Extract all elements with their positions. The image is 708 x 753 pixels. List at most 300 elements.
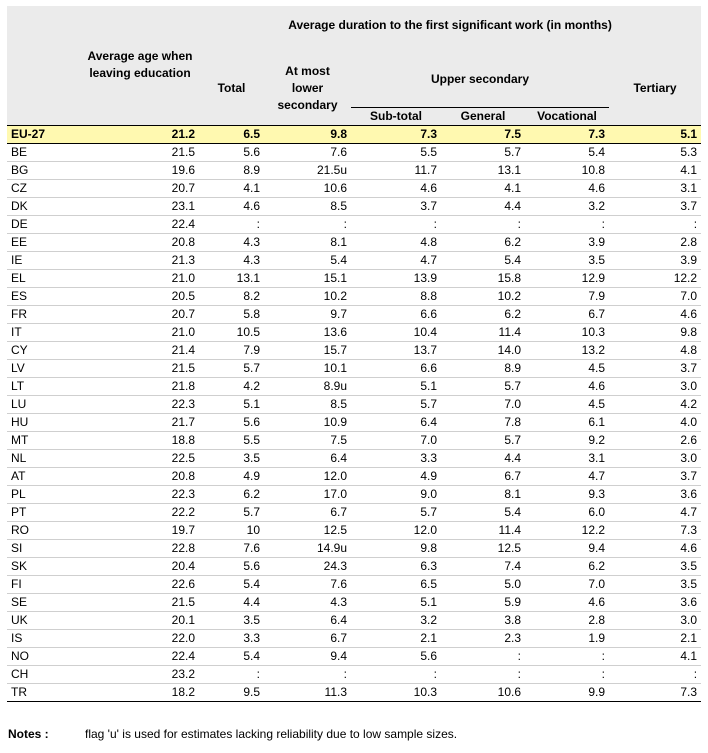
cell-country: BG [7, 161, 81, 179]
cell-upper-general: 3.8 [441, 611, 525, 629]
cell-lower-secondary: 6.7 [264, 503, 351, 521]
cell-country: DK [7, 197, 81, 215]
cell-average-age: 22.5 [81, 449, 199, 467]
cell-tertiary: 4.6 [609, 539, 701, 557]
cell-upper-subtotal: 4.6 [351, 179, 441, 197]
cell-total: 8.9 [199, 161, 264, 179]
cell-country: CH [7, 665, 81, 683]
cell-average-age: 22.2 [81, 503, 199, 521]
cell-lower-secondary: 21.5u [264, 161, 351, 179]
cell-average-age: 22.0 [81, 629, 199, 647]
cell-country: CZ [7, 179, 81, 197]
cell-upper-subtotal: 9.0 [351, 485, 441, 503]
table-row [7, 557, 701, 575]
cell-upper-vocational: 4.6 [525, 179, 609, 197]
cell-total: 4.6 [199, 197, 264, 215]
cell-lower-secondary: 8.9u [264, 377, 351, 395]
table-row [7, 575, 701, 593]
cell-average-age: 18.2 [81, 683, 199, 701]
table-row [7, 287, 701, 305]
cell-tertiary: 3.5 [609, 557, 701, 575]
cell-upper-vocational: 10.3 [525, 323, 609, 341]
cell-lower-secondary: 7.6 [264, 575, 351, 593]
cell-average-age: 21.2 [81, 125, 199, 143]
cell-upper-general: 5.4 [441, 503, 525, 521]
table-row [7, 629, 701, 647]
table-row [7, 611, 701, 629]
table-row [7, 269, 701, 287]
cell-upper-subtotal: 3.2 [351, 611, 441, 629]
cell-lower-secondary: 15.7 [264, 341, 351, 359]
cell-upper-general: 4.4 [441, 449, 525, 467]
cell-total: 4.1 [199, 179, 264, 197]
cell-total: 10.5 [199, 323, 264, 341]
cell-country: NL [7, 449, 81, 467]
cell-upper-vocational: 6.1 [525, 413, 609, 431]
cell-upper-subtotal: 10.4 [351, 323, 441, 341]
cell-average-age: 21.3 [81, 251, 199, 269]
cell-average-age: 22.4 [81, 215, 199, 233]
cell-total: 7.6 [199, 539, 264, 557]
cell-total: 4.9 [199, 467, 264, 485]
cell-upper-subtotal: 5.5 [351, 143, 441, 161]
cell-country: EL [7, 269, 81, 287]
cell-lower-secondary: 10.9 [264, 413, 351, 431]
notes [8, 727, 457, 741]
cell-country: RO [7, 521, 81, 539]
cell-lower-secondary: 13.6 [264, 323, 351, 341]
cell-upper-vocational: 6.7 [525, 305, 609, 323]
cell-country: TR [7, 683, 81, 701]
cell-lower-secondary: 6.4 [264, 449, 351, 467]
cell-upper-general: 7.5 [441, 125, 525, 143]
cell-average-age: 22.6 [81, 575, 199, 593]
cell-country: LT [7, 377, 81, 395]
cell-upper-subtotal: 7.0 [351, 431, 441, 449]
cell-tertiary: 2.6 [609, 431, 701, 449]
cell-tertiary: 3.6 [609, 485, 701, 503]
cell-total: 7.9 [199, 341, 264, 359]
cell-country: LU [7, 395, 81, 413]
cell-upper-general: 10.2 [441, 287, 525, 305]
cell-average-age: 21.4 [81, 341, 199, 359]
table-row [7, 647, 701, 665]
corner-header-cell [7, 6, 81, 125]
cell-upper-subtotal: 2.1 [351, 629, 441, 647]
cell-upper-vocational: 7.3 [525, 125, 609, 143]
table-row [7, 233, 701, 251]
cell-lower-secondary: : [264, 215, 351, 233]
cell-upper-vocational: 5.4 [525, 143, 609, 161]
cell-total: 5.4 [199, 647, 264, 665]
cell-upper-subtotal: 5.6 [351, 647, 441, 665]
cell-upper-general: : [441, 647, 525, 665]
cell-upper-vocational: 2.8 [525, 611, 609, 629]
cell-country: EE [7, 233, 81, 251]
cell-total: 5.6 [199, 143, 264, 161]
header-total: Total [217, 80, 246, 95]
cell-upper-general: 12.5 [441, 539, 525, 557]
cell-average-age: 19.6 [81, 161, 199, 179]
cell-tertiary: 3.5 [609, 575, 701, 593]
cell-upper-general: 7.0 [441, 395, 525, 413]
cell-upper-general: 5.7 [441, 377, 525, 395]
cell-upper-vocational: 3.1 [525, 449, 609, 467]
cell-country: SE [7, 593, 81, 611]
cell-average-age: 21.5 [81, 593, 199, 611]
cell-upper-vocational: 9.2 [525, 431, 609, 449]
notes-label: Notes : [8, 727, 49, 741]
cell-tertiary: 4.0 [609, 413, 701, 431]
cell-total: 5.6 [199, 413, 264, 431]
cell-tertiary: 3.7 [609, 359, 701, 377]
cell-upper-subtotal: 6.5 [351, 575, 441, 593]
cell-average-age: 22.4 [81, 647, 199, 665]
cell-upper-vocational: 10.8 [525, 161, 609, 179]
cell-upper-general: 6.2 [441, 233, 525, 251]
header-subtotal: Sub-total [370, 108, 422, 123]
cell-upper-general: 13.1 [441, 161, 525, 179]
cell-country: PT [7, 503, 81, 521]
cell-total: 8.2 [199, 287, 264, 305]
cell-lower-secondary: 4.3 [264, 593, 351, 611]
cell-upper-subtotal: 8.8 [351, 287, 441, 305]
cell-total: 3.5 [199, 611, 264, 629]
table-row [7, 449, 701, 467]
table-row [7, 251, 701, 269]
cell-upper-vocational: 4.7 [525, 467, 609, 485]
cell-country: SK [7, 557, 81, 575]
cell-country: HU [7, 413, 81, 431]
cell-average-age: 21.5 [81, 359, 199, 377]
cell-total: 10 [199, 521, 264, 539]
table-row [7, 683, 701, 701]
cell-upper-subtotal: 6.4 [351, 413, 441, 431]
table-row [7, 377, 701, 395]
cell-total: 4.2 [199, 377, 264, 395]
cell-country: NO [7, 647, 81, 665]
cell-lower-secondary: 11.3 [264, 683, 351, 701]
cell-tertiary: : [609, 215, 701, 233]
cell-total: 3.5 [199, 449, 264, 467]
cell-upper-vocational: : [525, 647, 609, 665]
cell-upper-subtotal: 5.1 [351, 593, 441, 611]
cell-total: : [199, 665, 264, 683]
cell-upper-general: 5.9 [441, 593, 525, 611]
cell-country: FI [7, 575, 81, 593]
cell-upper-general: 4.1 [441, 179, 525, 197]
table-row [7, 539, 701, 557]
cell-country: IS [7, 629, 81, 647]
cell-lower-secondary: 8.5 [264, 197, 351, 215]
cell-average-age: 19.7 [81, 521, 199, 539]
cell-total: 5.7 [199, 503, 264, 521]
cell-country: CY [7, 341, 81, 359]
cell-upper-vocational: 1.9 [525, 629, 609, 647]
cell-tertiary: 5.3 [609, 143, 701, 161]
cell-lower-secondary: 5.4 [264, 251, 351, 269]
cell-upper-subtotal: 6.3 [351, 557, 441, 575]
cell-tertiary: 3.7 [609, 467, 701, 485]
cell-total: 3.3 [199, 629, 264, 647]
cell-upper-general: 14.0 [441, 341, 525, 359]
table-row [7, 143, 701, 161]
header-vocational: Vocational [537, 108, 597, 123]
cell-total: 4.3 [199, 233, 264, 251]
cell-average-age: 23.1 [81, 197, 199, 215]
cell-upper-vocational: : [525, 215, 609, 233]
cell-upper-subtotal: : [351, 215, 441, 233]
cell-total: 5.1 [199, 395, 264, 413]
cell-tertiary: 2.8 [609, 233, 701, 251]
table-row [7, 467, 701, 485]
cell-country: ES [7, 287, 81, 305]
cell-upper-subtotal: 6.6 [351, 359, 441, 377]
cell-total: 5.6 [199, 557, 264, 575]
table-row [7, 323, 701, 341]
cell-total: 5.5 [199, 431, 264, 449]
cell-tertiary: 3.7 [609, 197, 701, 215]
table-body [7, 125, 701, 701]
cell-total: 5.8 [199, 305, 264, 323]
cell-upper-general: 11.4 [441, 521, 525, 539]
cell-upper-vocational: 6.0 [525, 503, 609, 521]
cell-tertiary: 9.8 [609, 323, 701, 341]
cell-upper-vocational: 7.9 [525, 287, 609, 305]
cell-upper-vocational: 4.6 [525, 377, 609, 395]
cell-tertiary: 4.6 [609, 305, 701, 323]
table-row [7, 593, 701, 611]
cell-total: 9.5 [199, 683, 264, 701]
cell-tertiary: 3.0 [609, 449, 701, 467]
cell-total: 4.3 [199, 251, 264, 269]
cell-upper-general: 10.6 [441, 683, 525, 701]
table-row [7, 395, 701, 413]
cell-average-age: 18.8 [81, 431, 199, 449]
table-row [7, 521, 701, 539]
cell-tertiary: : [609, 665, 701, 683]
cell-country: FR [7, 305, 81, 323]
cell-upper-vocational: 3.5 [525, 251, 609, 269]
cell-upper-general: 5.4 [441, 251, 525, 269]
cell-average-age: 21.8 [81, 377, 199, 395]
cell-lower-secondary: 10.1 [264, 359, 351, 377]
cell-upper-vocational: 3.2 [525, 197, 609, 215]
cell-tertiary: 3.1 [609, 179, 701, 197]
cell-tertiary: 4.8 [609, 341, 701, 359]
cell-lower-secondary: 6.7 [264, 629, 351, 647]
cell-lower-secondary: 9.8 [264, 125, 351, 143]
table-row [7, 305, 701, 323]
table-row [7, 215, 701, 233]
cell-total: : [199, 215, 264, 233]
cell-lower-secondary: 14.9u [264, 539, 351, 557]
cell-country: IT [7, 323, 81, 341]
header-tertiary: Tertiary [633, 80, 677, 95]
cell-average-age: 21.5 [81, 143, 199, 161]
cell-country: BE [7, 143, 81, 161]
table-row [7, 197, 701, 215]
cell-upper-subtotal: 4.8 [351, 233, 441, 251]
cell-upper-vocational: 4.6 [525, 593, 609, 611]
cell-upper-subtotal: 11.7 [351, 161, 441, 179]
cell-upper-subtotal: 4.7 [351, 251, 441, 269]
cell-lower-secondary: 15.1 [264, 269, 351, 287]
cell-country: MT [7, 431, 81, 449]
cell-tertiary: 4.2 [609, 395, 701, 413]
cell-tertiary: 7.3 [609, 683, 701, 701]
cell-upper-general: 2.3 [441, 629, 525, 647]
cell-average-age: 21.0 [81, 323, 199, 341]
cell-upper-vocational: 12.2 [525, 521, 609, 539]
cell-total: 5.7 [199, 359, 264, 377]
cell-lower-secondary: 9.4 [264, 647, 351, 665]
cell-average-age: 21.7 [81, 413, 199, 431]
cell-lower-secondary: : [264, 665, 351, 683]
cell-upper-general: 8.1 [441, 485, 525, 503]
cell-upper-general: 7.8 [441, 413, 525, 431]
cell-upper-general: 5.7 [441, 431, 525, 449]
cell-average-age: 23.2 [81, 665, 199, 683]
cell-upper-general: 5.0 [441, 575, 525, 593]
cell-upper-general: : [441, 665, 525, 683]
cell-average-age: 22.8 [81, 539, 199, 557]
cell-upper-subtotal: 13.9 [351, 269, 441, 287]
cell-upper-vocational: 4.5 [525, 395, 609, 413]
cell-average-age: 20.7 [81, 305, 199, 323]
cell-upper-subtotal: 12.0 [351, 521, 441, 539]
table-row [7, 341, 701, 359]
cell-upper-subtotal: 13.7 [351, 341, 441, 359]
cell-lower-secondary: 10.2 [264, 287, 351, 305]
cell-tertiary: 12.2 [609, 269, 701, 287]
cell-upper-general: : [441, 215, 525, 233]
table-row [7, 161, 701, 179]
cell-average-age: 20.5 [81, 287, 199, 305]
cell-total: 4.4 [199, 593, 264, 611]
cell-tertiary: 4.7 [609, 503, 701, 521]
cell-lower-secondary: 12.5 [264, 521, 351, 539]
cell-upper-general: 7.4 [441, 557, 525, 575]
cell-upper-general: 15.8 [441, 269, 525, 287]
cell-lower-secondary: 8.1 [264, 233, 351, 251]
cell-upper-vocational: 12.9 [525, 269, 609, 287]
cell-total: 6.5 [199, 125, 264, 143]
cell-upper-subtotal: 9.8 [351, 539, 441, 557]
cell-country: LV [7, 359, 81, 377]
cell-upper-subtotal: 6.6 [351, 305, 441, 323]
cell-country: AT [7, 467, 81, 485]
cell-average-age: 20.4 [81, 557, 199, 575]
cell-lower-secondary: 6.4 [264, 611, 351, 629]
cell-total: 13.1 [199, 269, 264, 287]
cell-upper-vocational: 9.3 [525, 485, 609, 503]
cell-lower-secondary: 8.5 [264, 395, 351, 413]
cell-total: 6.2 [199, 485, 264, 503]
cell-average-age: 20.8 [81, 467, 199, 485]
table-row [7, 431, 701, 449]
cell-tertiary: 4.1 [609, 647, 701, 665]
cell-tertiary: 7.3 [609, 521, 701, 539]
table-row [7, 665, 701, 683]
cell-upper-general: 5.7 [441, 143, 525, 161]
cell-total: 5.4 [199, 575, 264, 593]
cell-upper-subtotal: 10.3 [351, 683, 441, 701]
cell-upper-vocational: 7.0 [525, 575, 609, 593]
cell-tertiary: 4.1 [609, 161, 701, 179]
cell-country: EU-27 [7, 125, 81, 143]
cell-country: SI [7, 539, 81, 557]
cell-country: DE [7, 215, 81, 233]
cell-lower-secondary: 17.0 [264, 485, 351, 503]
cell-country: UK [7, 611, 81, 629]
header-upper-secondary: Upper secondary [351, 52, 609, 107]
cell-upper-general: 6.7 [441, 467, 525, 485]
cell-average-age: 20.7 [81, 179, 199, 197]
table-row [7, 485, 701, 503]
cell-upper-subtotal: 5.7 [351, 503, 441, 521]
cell-upper-vocational: 9.4 [525, 539, 609, 557]
cell-country: IE [7, 251, 81, 269]
cell-tertiary: 5.1 [609, 125, 701, 143]
cell-tertiary: 7.0 [609, 287, 701, 305]
cell-upper-vocational: : [525, 665, 609, 683]
statistics-table [7, 6, 701, 702]
cell-upper-subtotal: 3.3 [351, 449, 441, 467]
table-row [7, 503, 701, 521]
table-row [7, 413, 701, 431]
header-average-age: Average age when leaving education [87, 49, 193, 81]
cell-lower-secondary: 24.3 [264, 557, 351, 575]
header-general: General [460, 108, 506, 123]
cell-upper-vocational: 13.2 [525, 341, 609, 359]
cell-tertiary: 3.9 [609, 251, 701, 269]
header-lower-secondary: At most lower secondary [277, 63, 338, 112]
cell-upper-vocational: 3.9 [525, 233, 609, 251]
cell-lower-secondary: 7.5 [264, 431, 351, 449]
cell-upper-vocational: 9.9 [525, 683, 609, 701]
cell-upper-subtotal: 5.1 [351, 377, 441, 395]
cell-upper-vocational: 6.2 [525, 557, 609, 575]
cell-upper-subtotal: : [351, 665, 441, 683]
table-row [7, 125, 701, 143]
cell-upper-general: 11.4 [441, 323, 525, 341]
cell-upper-general: 6.2 [441, 305, 525, 323]
cell-average-age: 20.8 [81, 233, 199, 251]
cell-lower-secondary: 10.6 [264, 179, 351, 197]
cell-country: PL [7, 485, 81, 503]
cell-upper-subtotal: 5.7 [351, 395, 441, 413]
table-row [7, 359, 701, 377]
cell-tertiary: 3.6 [609, 593, 701, 611]
notes-text: flag 'u' is used for estimates lacking reliability due to low sample sizes. [85, 727, 458, 741]
cell-lower-secondary: 7.6 [264, 143, 351, 161]
header-duration: Average duration to the first significant work (in months) [288, 17, 612, 32]
cell-average-age: 22.3 [81, 395, 199, 413]
table-row [7, 179, 701, 197]
cell-tertiary: 3.0 [609, 611, 701, 629]
cell-tertiary: 3.0 [609, 377, 701, 395]
cell-lower-secondary: 12.0 [264, 467, 351, 485]
cell-average-age: 22.3 [81, 485, 199, 503]
cell-upper-subtotal: 7.3 [351, 125, 441, 143]
cell-upper-vocational: 4.5 [525, 359, 609, 377]
cell-upper-subtotal: 4.9 [351, 467, 441, 485]
cell-tertiary: 2.1 [609, 629, 701, 647]
cell-upper-subtotal: 3.7 [351, 197, 441, 215]
cell-lower-secondary: 9.7 [264, 305, 351, 323]
cell-upper-general: 4.4 [441, 197, 525, 215]
